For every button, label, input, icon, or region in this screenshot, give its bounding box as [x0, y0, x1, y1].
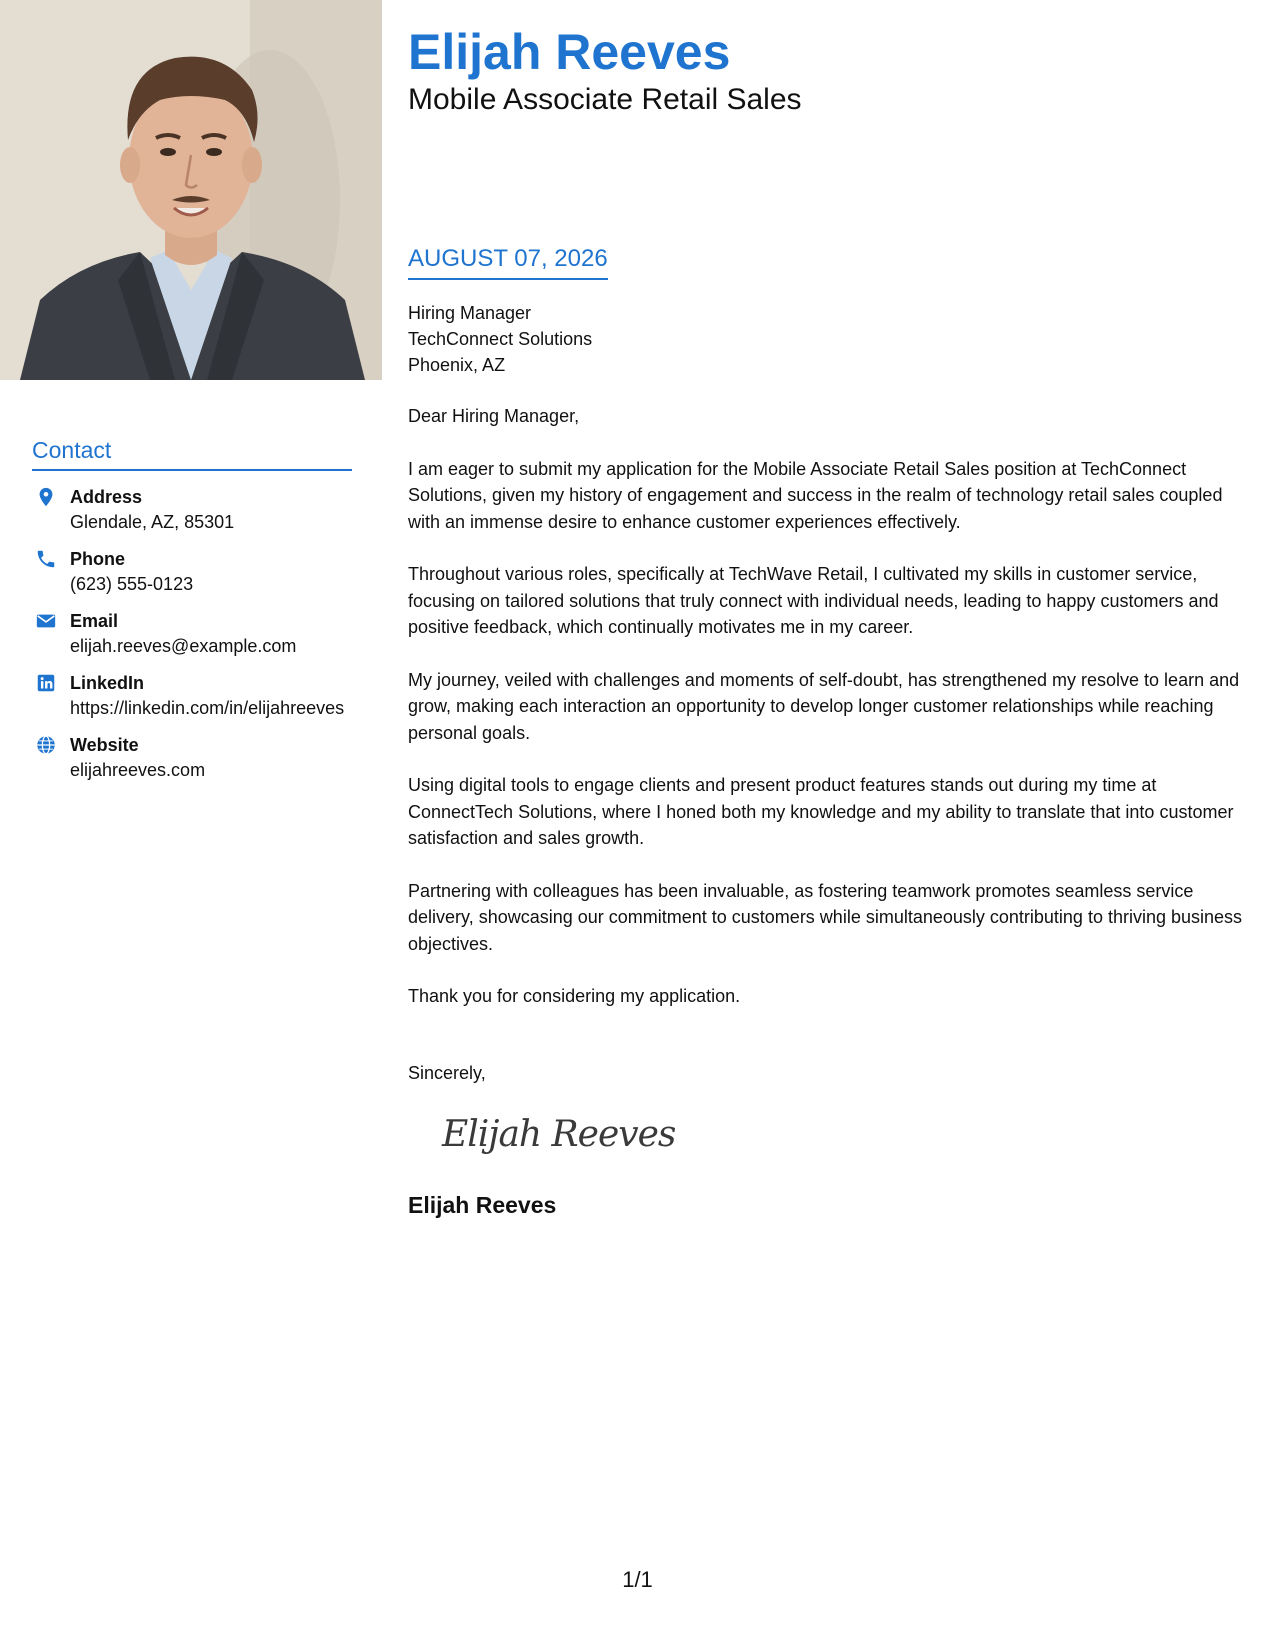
thank-you-paragraph: Thank you for considering my application. [408, 986, 741, 1006]
greeting: Dear Hiring Manager, [408, 406, 580, 426]
phone-icon [35, 548, 57, 570]
contact-item-website [32, 733, 352, 783]
contact-label: LinkedIn [70, 672, 145, 693]
body-paragraph: Using digital tools to engage clients and present product features stands out during my time at ConnectTech Solutions, where I honed both my knowledge and my ability to translate that into customer satisfaction and sales growth. [408, 775, 1234, 848]
profile-photo [0, 0, 382, 380]
body-paragraph: I am eager to submit my application for the Mobile Associate Retail Sales position at TechConnect Solutions, given my history of engagement and success in the realm of technology retail sales coupled with an immense desire to enhance customer experiences effectively. [408, 458, 1223, 532]
contact-item-linkedin [32, 671, 352, 721]
closing: Sincerely, [408, 1062, 486, 1083]
recipient-title: Hiring Manager [408, 303, 532, 323]
contact-label: Address [70, 486, 143, 507]
date-block [408, 244, 608, 280]
letter-main [408, 22, 1243, 1219]
contact-label: Phone [70, 548, 126, 569]
website-value[interactable]: elijahreeves.com [70, 759, 206, 780]
recipient-block [408, 300, 1243, 378]
page-number: 1/1 [622, 1567, 653, 1592]
address-value: Glendale, AZ, 85301 [70, 511, 235, 532]
applicant-name: Elijah Reeves [408, 24, 731, 80]
location-pin-icon [35, 486, 57, 508]
contact-heading: Contact [32, 437, 352, 471]
contact-item-phone [32, 547, 352, 597]
contact-item-email [32, 609, 352, 659]
contact-label: Email [70, 610, 119, 631]
portrait-illustration [0, 0, 382, 380]
email-icon [35, 610, 57, 632]
handwritten-signature: Elijah Reeves [442, 1113, 676, 1155]
signed-name: Elijah Reeves [408, 1191, 557, 1218]
letter-date: AUGUST 07, 2026 [408, 245, 608, 272]
contact-sidebar [32, 437, 352, 795]
body-paragraph: Throughout various roles, specifically at TechWave Retail, I cultivated my skills in customer service, focusing on tailored solutions that truly connect with individual needs, leading to happy customers and positive feedback, which continually motivates me in my career. [408, 564, 1219, 637]
contact-label: Website [70, 734, 139, 755]
body-paragraph: My journey, veiled with challenges and moments of self-doubt, has strengthened my resolve to learn and grow, making each interaction an opportunity to develop longer customer relationships while reaching personal goals. [408, 669, 1240, 743]
job-title: Mobile Associate Retail Sales [408, 83, 802, 116]
email-value[interactable]: elijah.reeves@example.com [70, 635, 297, 656]
globe-icon [35, 734, 57, 756]
contact-item-address [32, 485, 352, 535]
recipient-company: TechConnect Solutions [408, 329, 593, 349]
body-paragraph: Partnering with colleagues has been invaluable, as fostering teamwork promotes seamless service delivery, showcasing our commitment to customers while simultaneously contributing to thriving business objectives. [408, 880, 1243, 954]
phone-value: (623) 555-0123 [70, 573, 194, 594]
recipient-location: Phoenix, AZ [408, 355, 506, 375]
letter-body [408, 403, 1243, 1010]
linkedin-value[interactable]: https://linkedin.com/in/elijahreeves [70, 697, 345, 718]
linkedin-icon [35, 672, 57, 694]
